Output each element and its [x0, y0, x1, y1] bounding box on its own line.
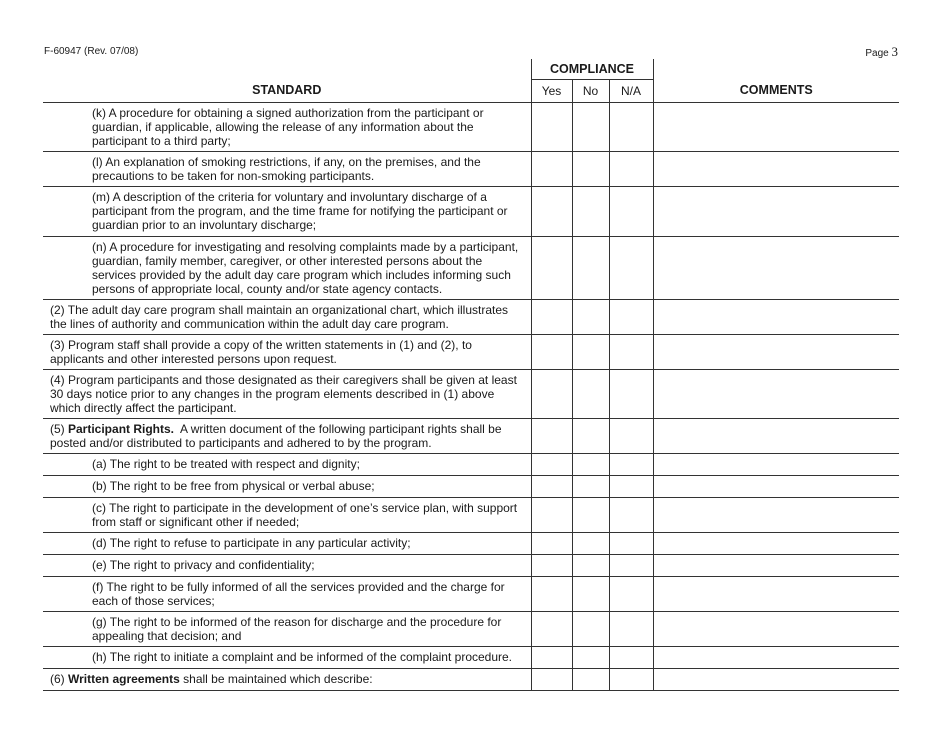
yes-cell[interactable] [531, 187, 572, 237]
table-row [43, 454, 899, 476]
comments-cell[interactable] [653, 103, 899, 152]
standard-4: (4) Program participants and those designated as their caregivers shall be given at least 30 days notice prior to any changes in the program elements described in (1) above which directly affect the participant. [43, 370, 531, 419]
yes-cell[interactable] [531, 533, 572, 555]
right-h: (h) The right to initiate a complaint and be informed of the complaint procedure. [43, 647, 531, 669]
table-row [43, 498, 899, 533]
right-b: (b) The right to be free from physical or verbal abuse; [43, 476, 531, 498]
na-cell[interactable] [609, 370, 653, 419]
na-cell[interactable] [609, 577, 653, 612]
standard-5-title: Participant Rights. [68, 422, 175, 436]
right-a: (a) The right to be treated with respect and dignity; [43, 454, 531, 476]
yes-cell[interactable] [531, 476, 572, 498]
standard-6-text: shall be maintained which describe: [179, 672, 373, 686]
right-d: (d) The right to refuse to participate in any particular activity; [43, 533, 531, 555]
no-cell[interactable] [572, 533, 609, 555]
standard-l: (l) An explanation of smoking restrictions, if any, on the premises, and the precautions to be taken for non-smoking participants. [43, 152, 531, 187]
table-row [43, 370, 899, 419]
standard-5 [43, 419, 531, 454]
no-cell[interactable] [572, 419, 609, 454]
comments-cell[interactable] [653, 300, 899, 335]
no-cell[interactable] [572, 454, 609, 476]
table-row [43, 533, 899, 555]
no-cell[interactable] [572, 476, 609, 498]
standard-5-prefix: (5) [50, 422, 68, 436]
no-cell[interactable] [572, 103, 609, 152]
header-na: N/A [609, 80, 653, 103]
table-row [43, 647, 899, 669]
comments-cell[interactable] [653, 476, 899, 498]
na-cell[interactable] [609, 103, 653, 152]
right-c: (c) The right to participate in the development of one’s service plan, with support from staff or significant other if needed; [43, 498, 531, 533]
no-cell[interactable] [572, 647, 609, 669]
table-row [43, 300, 899, 335]
comments-cell[interactable] [653, 577, 899, 612]
standard-k: (k) A procedure for obtaining a signed authorization from the participant or guardian, if applicable, allowing the release of any information about the participant to a third party; [43, 103, 531, 152]
yes-cell[interactable] [531, 669, 572, 691]
comments-cell[interactable] [653, 498, 899, 533]
comments-cell[interactable] [653, 370, 899, 419]
compliance-table [43, 59, 899, 691]
table-row [43, 555, 899, 577]
na-cell[interactable] [609, 454, 653, 476]
comments-cell[interactable] [653, 419, 899, 454]
no-cell[interactable] [572, 237, 609, 300]
form-id: F-60947 (Rev. 07/08) [44, 46, 139, 57]
no-cell[interactable] [572, 152, 609, 187]
yes-cell[interactable] [531, 237, 572, 300]
na-cell[interactable] [609, 669, 653, 691]
no-cell[interactable] [572, 555, 609, 577]
yes-cell[interactable] [531, 647, 572, 669]
table-row [43, 335, 899, 370]
table-row [43, 612, 899, 647]
comments-cell[interactable] [653, 647, 899, 669]
standard-2: (2) The adult day care program shall maintain an organizational chart, which illustrates the lines of authority and communication within the adult day care program. [43, 300, 531, 335]
standard-m: (m) A description of the criteria for voluntary and involuntary discharge of a participant from the program, and the time frame for notifying the participant or guardian prior to an involuntary discharge; [43, 187, 531, 237]
no-cell[interactable] [572, 370, 609, 419]
yes-cell[interactable] [531, 498, 572, 533]
comments-cell[interactable] [653, 669, 899, 691]
na-cell[interactable] [609, 187, 653, 237]
yes-cell[interactable] [531, 419, 572, 454]
comments-cell[interactable] [653, 612, 899, 647]
na-cell[interactable] [609, 555, 653, 577]
table-row [43, 237, 899, 300]
table-row [43, 577, 899, 612]
standard-3: (3) Program staff shall provide a copy of the written statements in (1) and (2), to applicants and other interested persons upon request. [43, 335, 531, 370]
comments-cell[interactable] [653, 237, 899, 300]
na-cell[interactable] [609, 300, 653, 335]
table-row [43, 152, 899, 187]
yes-cell[interactable] [531, 103, 572, 152]
header-yes: Yes [531, 80, 572, 103]
comments-cell[interactable] [653, 533, 899, 555]
no-cell[interactable] [572, 498, 609, 533]
yes-cell[interactable] [531, 555, 572, 577]
header-standard: STANDARD [43, 59, 531, 103]
yes-cell[interactable] [531, 300, 572, 335]
no-cell[interactable] [572, 187, 609, 237]
comments-cell[interactable] [653, 152, 899, 187]
no-cell[interactable] [572, 300, 609, 335]
table-row [43, 419, 899, 454]
standard-6-title: Written agreements [68, 672, 180, 686]
na-cell[interactable] [609, 647, 653, 669]
na-cell[interactable] [609, 335, 653, 370]
header-comments: COMMENTS [653, 59, 899, 103]
page-indicator [865, 44, 898, 60]
na-cell[interactable] [609, 237, 653, 300]
na-cell[interactable] [609, 152, 653, 187]
table-row [43, 103, 899, 152]
table-row [43, 669, 899, 691]
right-e: (e) The right to privacy and confidentiality; [43, 555, 531, 577]
standard-6 [43, 669, 531, 691]
na-cell[interactable] [609, 612, 653, 647]
comments-cell[interactable] [653, 555, 899, 577]
na-cell[interactable] [609, 476, 653, 498]
yes-cell[interactable] [531, 152, 572, 187]
header-compliance: COMPLIANCE [531, 59, 653, 80]
yes-cell[interactable] [531, 612, 572, 647]
na-cell[interactable] [609, 533, 653, 555]
table-row [43, 476, 899, 498]
no-cell[interactable] [572, 335, 609, 370]
yes-cell[interactable] [531, 370, 572, 419]
yes-cell[interactable] [531, 454, 572, 476]
comments-cell[interactable] [653, 187, 899, 237]
header-no: No [572, 80, 609, 103]
right-f: (f) The right to be fully informed of all the services provided and the charge for each of those services; [43, 577, 531, 612]
no-cell[interactable] [572, 612, 609, 647]
standard-5-text: A written document of the following participant rights shall be posted and/or distributed to participants and adhered to by the program. [50, 422, 505, 450]
standard-n: (n) A procedure for investigating and resolving complaints made by a participant, guardian, family member, caregiver, or other interested persons about the services provided by the adult day care program which includes informing such persons of appropriate local, county and/or state agency contacts. [43, 237, 531, 300]
yes-cell[interactable] [531, 577, 572, 612]
na-cell[interactable] [609, 498, 653, 533]
comments-cell[interactable] [653, 335, 899, 370]
yes-cell[interactable] [531, 335, 572, 370]
page-label: Page [865, 48, 889, 59]
no-cell[interactable] [572, 577, 609, 612]
right-g: (g) The right to be informed of the reason for discharge and the procedure for appealing that decision; and [43, 612, 531, 647]
page-number: 3 [891, 44, 898, 59]
na-cell[interactable] [609, 419, 653, 454]
standard-6-prefix: (6) [50, 672, 68, 686]
table-row [43, 187, 899, 237]
no-cell[interactable] [572, 669, 609, 691]
comments-cell[interactable] [653, 454, 899, 476]
